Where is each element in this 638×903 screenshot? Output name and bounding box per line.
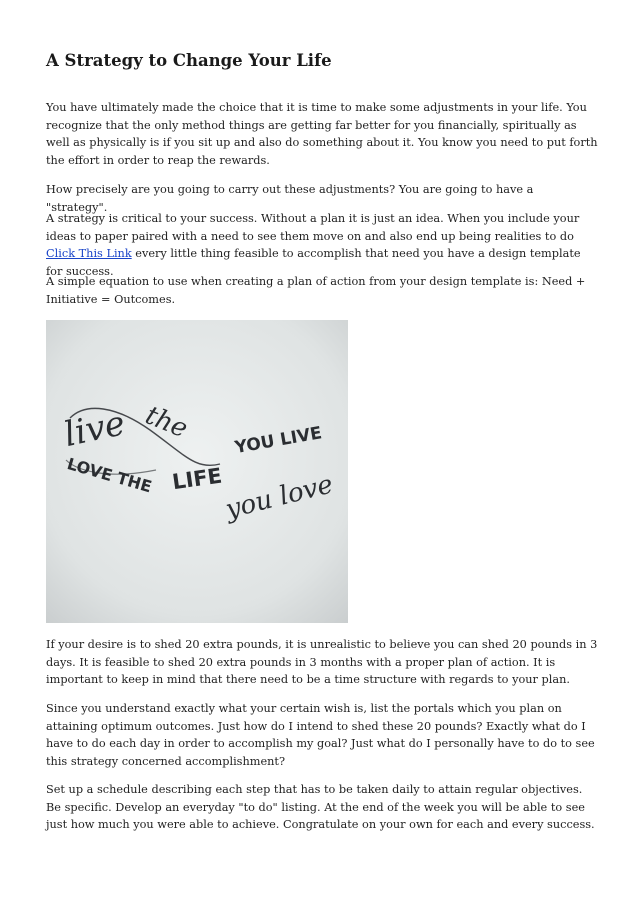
paragraph-strategy-critical [46,210,598,280]
paragraph-equation: A simple equation to use when creating a plan of action from your design template is: Need + Initiative = Outcomes. [46,275,586,306]
click-this-link[interactable]: Click This Link [46,247,132,260]
infinity-quote-photo [46,320,348,623]
text-live: live [60,403,129,456]
text-love-the: LOVE THE [65,454,154,497]
text-the: the [141,400,192,445]
text-life: LIFE [170,463,224,495]
page-title: A Strategy to Change Your Life [46,51,332,70]
paragraph-shed-pounds: If your desire is to shed 20 extra pounds, it is unrealistic to believe you can shed 20 pounds in 3 days. It is feasible to shed 20 extra pounds in 3 months with a proper plan of action. It is important to keep in mind that there need to be a time structure with regards to your plan. [46,638,598,686]
paragraph-schedule: Set up a schedule describing each step that has to be taken daily to attain regular objectives. Be specific. Develop an everyday "to do" listing. At the end of the week you will be able to see just how much you were able to achieve. Congratulate on your own for each and every success. [46,783,595,831]
paragraph-portals: Since you understand exactly what your certain wish is, list the portals which you plan on attaining optimum outcomes. Just how do I intend to shed these 20 pounds? Exactly what do I have to do each day in order to accomplish my goal? Just what do I personally have to do to see this strategy concerned accomplishment? [46,702,595,768]
photo-svg [46,320,348,623]
paragraph-text-after-link: every little thing feasible to accomplish that need you have a design template for success. [46,247,581,278]
text-you-love: you love [222,469,337,526]
paragraph-text-before-link: A strategy is critical to your success. Without a plan it is just an idea. When you include your ideas to paper paired with a need to see them move on and also end up being realities to do [46,212,580,243]
text-you-live: YOU LIVE [233,423,324,459]
paragraph-intro: You have ultimately made the choice that it is time to make some adjustments in your life. You recognize that the only method things are getting far better for you financially, spiritually as well as physically is if you sit up and also do something about it. You know you need to put forth the effort in order to reap the rewards. [46,101,598,167]
paragraph-strategy-question: How precisely are you going to carry out these adjustments? You are going to have a "strategy". [46,183,534,214]
